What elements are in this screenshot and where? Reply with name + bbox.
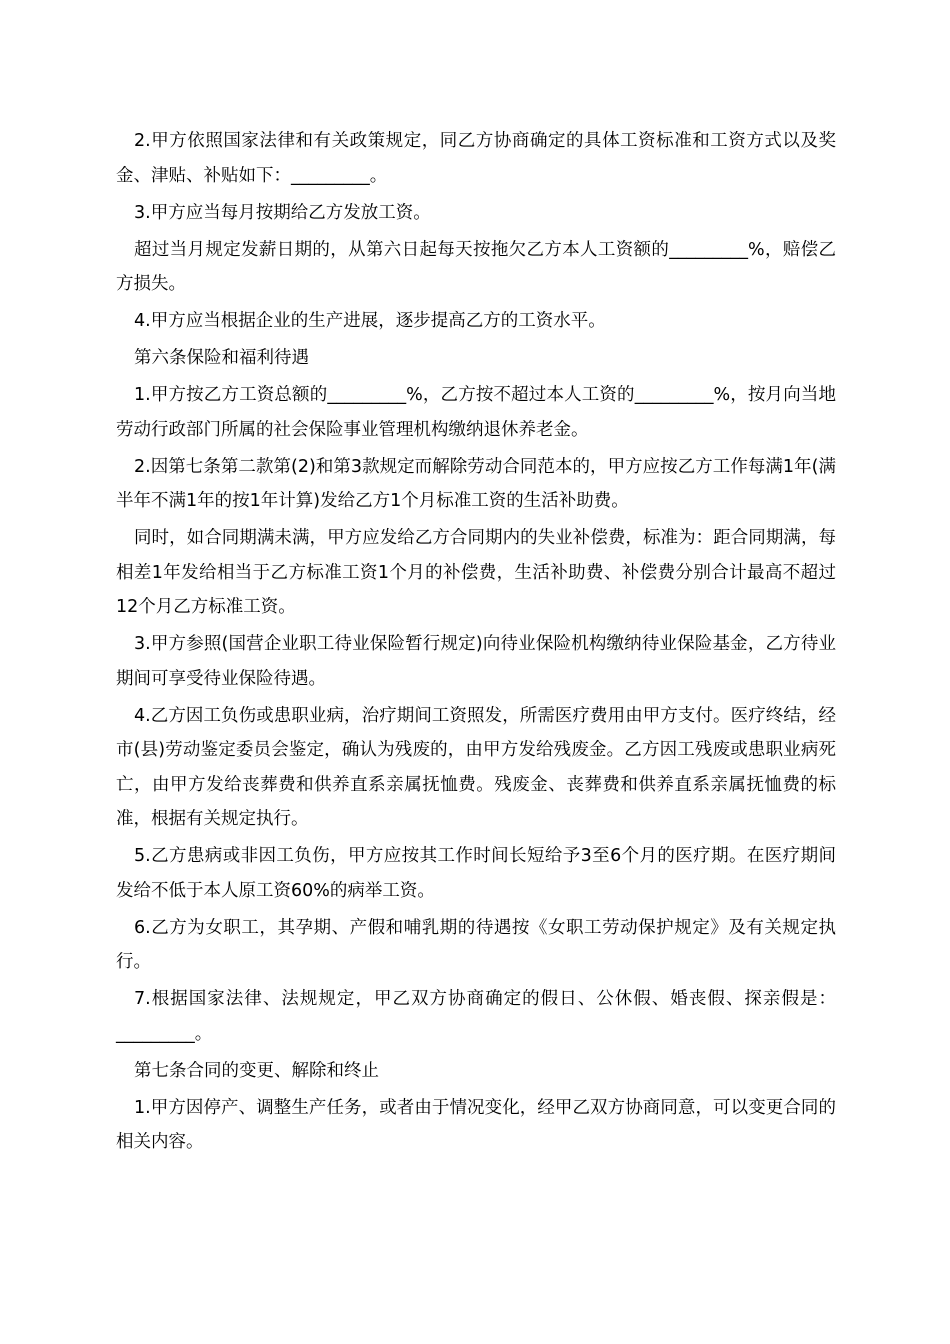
section-heading-contract-changes: 第七条合同的变更、解除和终止 <box>134 1060 379 1081</box>
paragraph-work-injury: 4.乙方因工负伤或患职业病，治疗期间工资照发，所需医疗费用由甲方支付。医疗终结，经市(县)劳动鉴定委员会鉴定，确认为残废的，由甲方发给残废金。乙方因工残废或患职业病死亡，由甲方发给丧葬费和供养直系亲属抚恤费。残废金、丧葬费和供养直系亲属抚恤费的标准，根据有关规定执行。 <box>116 705 836 829</box>
paragraph-monthly-payment: 3.甲方应当每月按期给乙方发放工资。 <box>134 202 431 223</box>
paragraph-medical-period: 5.乙方患病或非因工负伤，甲方应按其工作时间长短给予3至6个月的医疗期。在医疗期间发给不低于本人原工资60%的病举工资。 <box>116 846 836 901</box>
paragraph-wage-increase: 4.甲方应当根据企业的生产进展，逐步提高乙方的工资水平。 <box>134 311 606 331</box>
paragraph-holidays: 7.根据国家法律、法规规定，甲乙双方协商确定的假日、公休假、婚丧假、探亲假是：_________。 <box>116 989 836 1044</box>
paragraph-pension: 1.甲方按乙方工资总额的_________%，乙方按不超过本人工资的_________%，按月向当地劳动行政部门所属的社会保险事业管理机构缴纳退休养老金。 <box>116 385 836 440</box>
paragraph-unemployment-compensation: 同时，如合同期满未满，甲方应发给乙方合同期内的失业补偿费，标准为：距合同期满，每相差1年发给相当于乙方标准工资1个月的补偿费，生活补助费、补偿费分别合计最高不超过12个月乙方标准工资。 <box>116 528 836 617</box>
paragraph-female-workers: 6.乙方为女职工，其孕期、产假和哺乳期的待遇按《女职工劳动保护规定》及有关规定执行。 <box>116 917 836 972</box>
paragraph-unemployment-insurance: 3.甲方参照(国营企业职工待业保险暂行规定)向待业保险机构缴纳待业保险基金，乙方待业期间可享受待业保险待遇。 <box>116 634 836 689</box>
document-body <box>116 124 836 1162</box>
paragraph-late-payment: 超过当月规定发薪日期的，从第六日起每天按拖欠乙方本人工资额的_________%，赔偿乙方损失。 <box>116 239 836 294</box>
paragraph-living-allowance: 2.因第七条第二款第(2)和第3款规定而解除劳动合同范本的，甲方应按乙方工作每满1年(满半年不满1年的按1年计算)发给乙方1个月标准工资的生活补助费。 <box>116 456 836 511</box>
section-heading-insurance: 第六条保险和福利待遇 <box>134 348 309 368</box>
paragraph-wage-standard: 2.甲方依照国家法律和有关政策规定，同乙方协商确定的具体工资标准和工资方式以及奖金、津贴、补贴如下：_________。 <box>116 131 836 186</box>
paragraph-contract-modification: 1.甲方因停产、调整生产任务，或者由于情况变化，经甲乙双方协商同意，可以变更合同的相关内容。 <box>116 1097 836 1152</box>
